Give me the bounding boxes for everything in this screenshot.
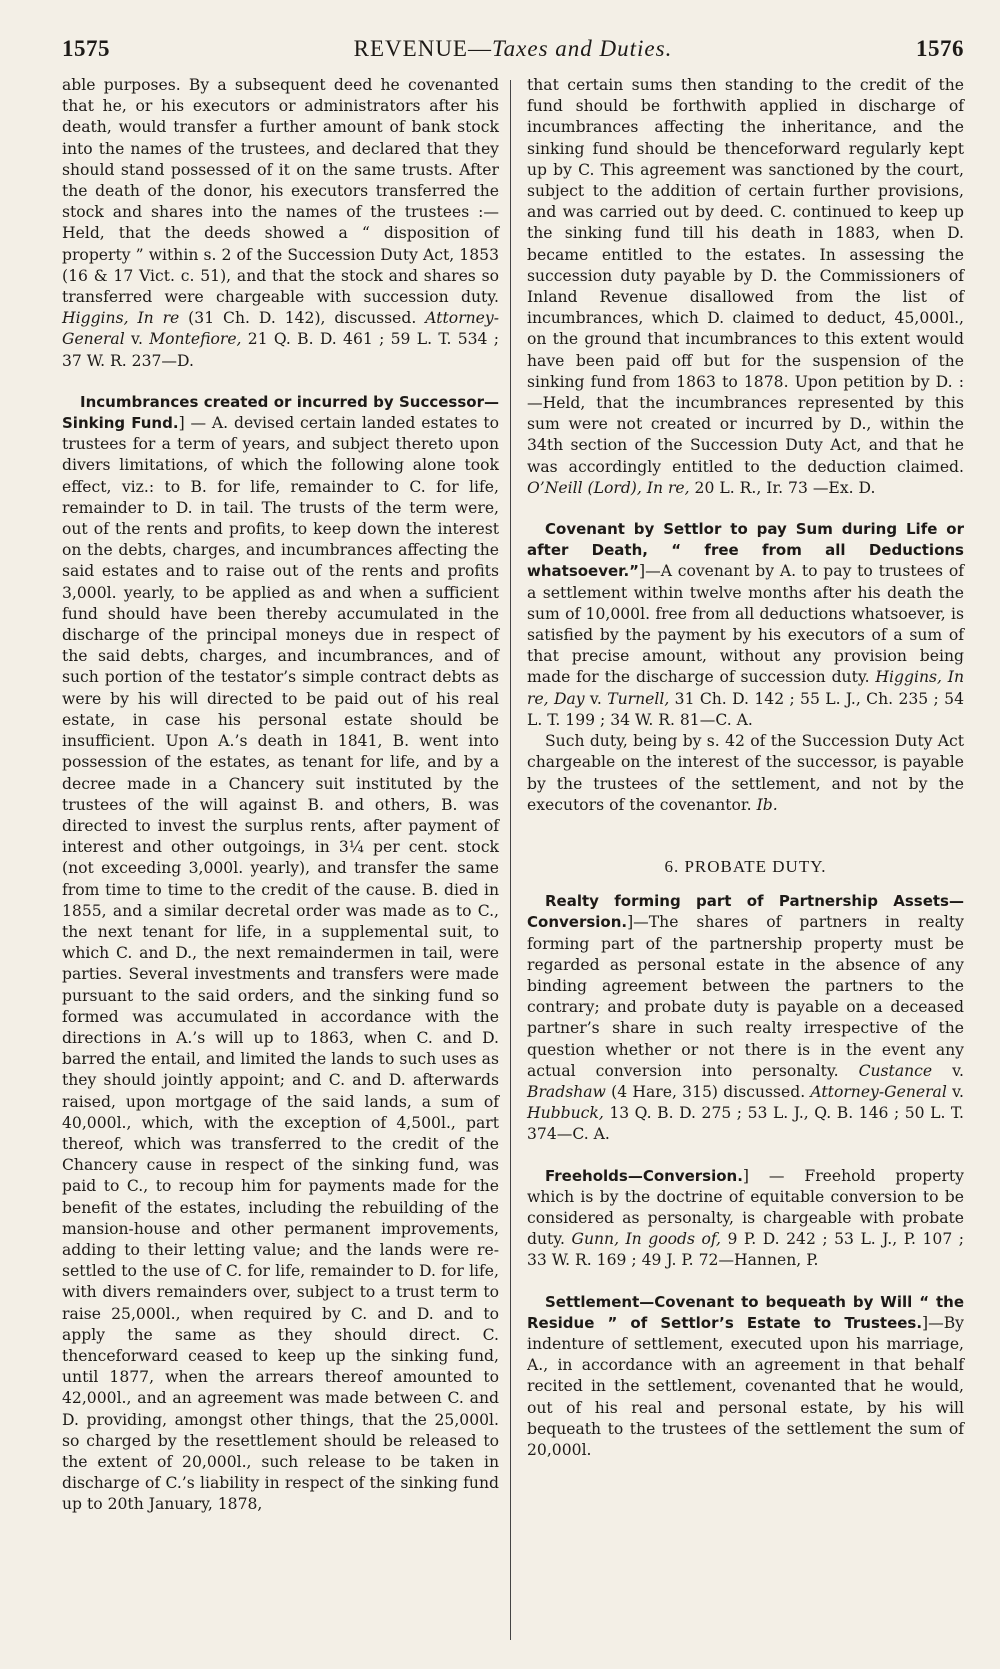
- section-heading: 6. PROBATE DUTY.: [664, 856, 827, 876]
- paragraph: [62, 75, 499, 372]
- paragraph: [527, 891, 964, 1145]
- case-citation: Montefiore,: [149, 330, 242, 349]
- text-run: v.: [584, 689, 608, 708]
- text-run: 31 Ch. D. 142 ; 55 L. J., Ch. 235 ; 54 L. T. 199 ; 34 W. R. 81—C. A.: [527, 689, 964, 729]
- text-run: Such duty, being by s. 42 of the Succession Duty Act chargeable on the interest of the successor, is payable by the trustees of the settlement, and not by the executors of the covenantor.: [527, 732, 964, 814]
- entry-heading: Covenant by Settlor to pay Sum during Life or after Death, “ free from all Deductions whatsoever.”: [527, 520, 964, 581]
- case-citation: Gunn, In goods of,: [571, 1230, 722, 1249]
- right-page-number: 1576: [916, 36, 964, 61]
- case-citation: Higgins, In re: [62, 309, 180, 328]
- text-run: 20 L. R., Ir. 73 —Ex. D.: [689, 478, 876, 497]
- page-header: [62, 36, 964, 70]
- text-run: ]—A covenant by A. to pay to trustees of a settlement within twelve months after his death the sum of 10,000l. free from all deductions whatsoever, is satisfied by the payment by his executors of a sum of that precise amount, without any provision being made for the discharge of succession duty.: [527, 562, 964, 687]
- case-citation: Ib.: [756, 795, 778, 814]
- text-run: (31 Ch. D. 142), discussed.: [179, 309, 426, 328]
- left-page-number: 1575: [62, 36, 110, 61]
- text-run: v.: [946, 1082, 965, 1101]
- paragraph: [527, 731, 964, 816]
- case-citation: Bradshaw: [527, 1082, 606, 1101]
- entry-heading: Freeholds—Conversion.: [545, 1166, 743, 1185]
- case-citation: O’Neill (Lord), In re,: [527, 478, 690, 497]
- case-citation: Attorney-General: [62, 309, 499, 349]
- entry-heading: Realty forming part of Partnership Assets—Conversion.: [527, 892, 964, 932]
- text-run: able purposes. By a subsequent deed he covenanted that he, or his executors or administrators after his death, would transfer a further amount of bank stock into the names of the trustees, and declared that they should stand possessed of it on the same trusts. After the death of the donor, his executors transferred the stock and shares into the names of the trustees :—Held, that the deeds showed a “ disposition of property ” within s. 2 of the Succession Duty Act, 1853 (16 & 17 Vict. c. 51), and that the stock and shares so transferred were chargeable with succession duty.: [62, 76, 499, 307]
- spacer: [527, 499, 964, 519]
- case-citation: Hubbuck,: [527, 1104, 604, 1123]
- spacer: [527, 877, 964, 891]
- text-run: that certain sums then standing to the credit of the fund should be forthwith applied in discharge of incumbrances affecting the inheritance, and the sinking fund should be thenceforward regularly kept up by C. This agreement was sanctioned by the court, subject to the addition of certain further provisions, and was carried out by deed. C. continued to keep up the sinking fund till his death in 1883, when D. became entitled to the estates. In assessing the succession duty payable by D. the Commissioners of Inland Revenue disallowed from the list of incumbrances, which D. claimed to deduct, 45,000l., on the ground that incumbrances to this extent would have been paid off but for the suspension of the sinking fund from 1863 to 1878. Upon petition by D. :—Held, that the incumbrances represented by this sum were not created or incurred by D., within the 34th section of the Succession Duty Act, and that he was accordingly entitled to the deduction claimed.: [527, 76, 964, 476]
- text-run: (4 Hare, 315) discussed.: [605, 1082, 811, 1101]
- case-citation: Attorney-General: [810, 1082, 947, 1101]
- text-run: ] — Freehold property which is by the doctrine of equitable conversion to be considered as personalty, is chargeable with probate duty.: [527, 1166, 964, 1249]
- text-run: 21 Q. B. D. 461 ; 59 L. T. 534 ; 37 W. R. 237—D.: [62, 330, 499, 370]
- case-citation: Turnell,: [607, 689, 670, 708]
- text-run: v.: [124, 330, 150, 349]
- running-title-italic: Taxes and Duties.: [491, 36, 673, 61]
- text-run: ]—The shares of partners in realty forming part of the partnership property must be regarded as personal estate in the absence of any binding agreement between the partners to the contrary; and probate duty is payable on a deceased partner’s share in such realty irrespective of the question whether or not there is in the event any actual conversion into personalty.: [527, 913, 964, 1080]
- spacer: [62, 372, 499, 392]
- text-run: ] — A. devised certain landed estates to trustees for a term of years, and subject thereto upon divers limitations, of which the following alone took effect, viz.: to B. for life, remainder to C. for life, remainder to D. in tail. The trusts of the term were, out of the rents and profits, to keep down the interest on the debts, charges, and incumbrances affecting the said estates and to raise out of the rents and profits 3,000l. yearly, to be applied as and when a sufficient fund should have been thereby accumulated in the discharge of the principal moneys due in respect of the said debts, charges, and incumbrances, and of such portion of the testator’s simple contract debts as were by his will directed to be paid out of his real estate, in case his personal estate should be insufficient. Upon A.’s death in 1841, B. went into possession of the estates, as tenant for life, and by a decree made in a Chancery suit instituted by the trustees of the will against B. and others, B. was directed to invest the surplus rents, after payment of interest and other outgoings, in 3¼ per cent. stock (not exceeding 3,000l. yearly), and transfer the same from time to time to the credit of the cause. B. died in 1855, and a similar decretal order was made as to C., the next tenant for life, in a supplemental suit, to which C. and D., the next remaindermen in tail, were parties. Several investments and transfers were made pursuant to the said orders, and the sinking fund so formed was accumulated in accordance with the directions in A.’s will up to 1863, when C. and D. barred the entail, and limited the lands to such uses as they should jointly appoint; and C. and D. afterwards raised, upon mortgage of the said lands, a sum of 40,000l., which, with the exception of 4,500l., part thereof, which was transferred to the credit of the Chancery cause in respect of the sinking fund, was paid to C., to recoup him for payments made for the benefit of the estates, including the rebuilding of the mansion-house and other permanent improvements, adding to their letting value; and the lands were re-settled to the use of C. for life, remainder to D. for life, with divers remainders over, subject to a trust term to raise 25,000l., when required by C. and D. and to apply the same as they should direct. C. thenceforward ceased to keep up the sinking fund, until 1877, when the arrears thereof amounted to 42,000l., and an agreement was made between C. and D. providing, amongst other things, that the 25,000l. so charged by the resettlement should be released to the extent of 20,000l., such release to be taken in discharge of C.’s liability in respect of the sinking fund up to 20th January, 1878,: [62, 414, 500, 1514]
- spacer: [527, 1146, 964, 1166]
- case-citation: Custance: [858, 1061, 933, 1080]
- running-title-main: REVENUE—: [353, 36, 492, 61]
- text-run: 13 Q. B. D. 275 ; 53 L. J., Q. B. 146 ; 50 L. T. 374—C. A.: [527, 1104, 964, 1144]
- paragraph: [527, 1292, 964, 1462]
- paragraph: [527, 519, 964, 731]
- paragraph: [527, 75, 964, 499]
- left-column: [62, 75, 499, 1516]
- column-divider: [510, 80, 511, 1640]
- text-run: v.: [932, 1061, 965, 1080]
- text-run: 9 P. D. 242 ; 53 L. J., P. 107 ; 33 W. R. 169 ; 49 J. P. 72—Hannen, P.: [527, 1230, 964, 1270]
- running-title: [354, 36, 673, 62]
- paragraph: [62, 392, 499, 1516]
- text-run: ]—By indenture of settlement, executed upon his marriage, A., in accordance with an agreement in that behalf recited in the settlement, covenanted that he would, out of his real and personal estate, by his will bequeath to the trustees of the settlement the sum of 20,000l.: [527, 1313, 964, 1459]
- case-citation: Higgins, In re, Day: [527, 668, 964, 708]
- entry-heading: Settlement—Covenant to bequeath by Will “ the Residue ” of Settlor’s Estate to Trustees.: [527, 1292, 964, 1332]
- spacer: [527, 1272, 964, 1292]
- entry-heading: Incumbrances created or incurred by Successor—Sinking Fund.: [62, 392, 499, 433]
- paragraph: [527, 1166, 964, 1272]
- right-column: [527, 75, 964, 1461]
- spacer: [527, 816, 964, 856]
